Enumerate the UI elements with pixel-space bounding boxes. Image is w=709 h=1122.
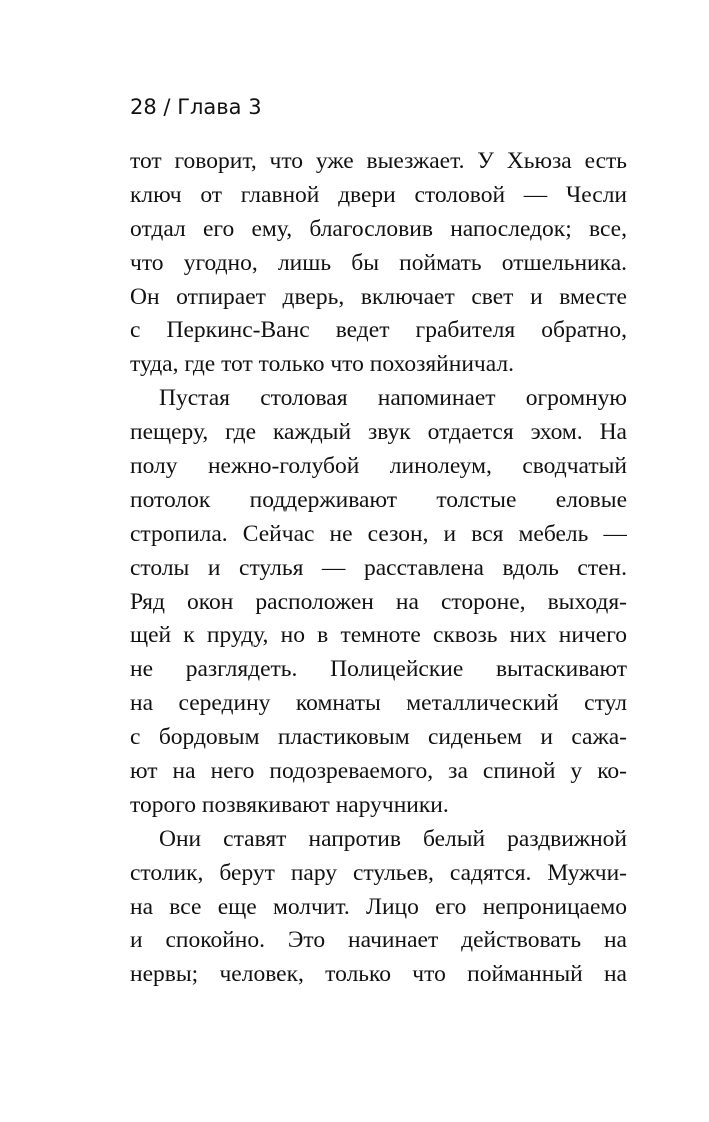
text-line: на середину комнаты металлический стул [130,690,627,717]
text-line: Они ставят напротив белый раздвижной [159,825,627,852]
paragraph-2 [130,382,627,823]
page-number: 28 [130,95,157,119]
text-line: с Перкинс-Ванс ведет грабителя обратно, [130,317,627,344]
header-separator: / [163,95,171,119]
text-line: на все еще молчит. Лицо его непроницаемо [130,893,627,920]
text-line: полу нежно-голубой линолеум, сводчатый [130,453,627,480]
body-text [130,145,627,992]
paragraph-1 [130,145,627,382]
paragraph-3 [130,823,627,992]
text-line: туда, где тот только что похозяйничал. [130,351,514,378]
text-line: не разглядеть. Полицейские вытаскивают [130,656,627,683]
text-line: ключ от главной двери столовой — Чесли [130,181,627,208]
text-line: пещеру, где каждый звук отдается эхом. На [130,419,627,446]
text-line: Он отпирает дверь, включает свет и вместе [130,283,627,310]
chapter-title: Глава 3 [177,95,262,119]
text-line: потолок поддерживают толстые еловые [130,486,627,513]
text-line: что угодно, лишь бы поймать отшельника. [130,249,627,276]
text-line: нервы; человек, только что пойманный на [130,961,627,988]
text-line: Ряд окон расположен на стороне, выходя- [130,588,627,615]
text-line: ют на него подозреваемого, за спиной у ко- [130,758,627,785]
text-line: стропила. Сейчас не сезон, и вся мебель — [130,520,627,547]
text-line: Пустая столовая напоминает огромную [159,385,627,412]
text-line: столик, берут пару стульев, садятся. Мужчи- [130,859,627,886]
text-line: с бордовым пластиковым сиденьем и сажа- [130,724,627,751]
text-line: щей к пруду, но в темноте сквозь них ничего [130,622,627,649]
text-line: тот говорит, что уже выезжает. У Хьюза есть [130,148,627,174]
text-line: торого позвякивают наручники. [130,791,449,818]
text-line: и спокойно. Это начинает действовать на [130,927,627,954]
text-line: столы и стулья — расставлена вдоль стен. [130,554,627,581]
text-line: отдал его ему, благословив напоследок; все, [130,215,627,242]
running-head [130,92,262,122]
